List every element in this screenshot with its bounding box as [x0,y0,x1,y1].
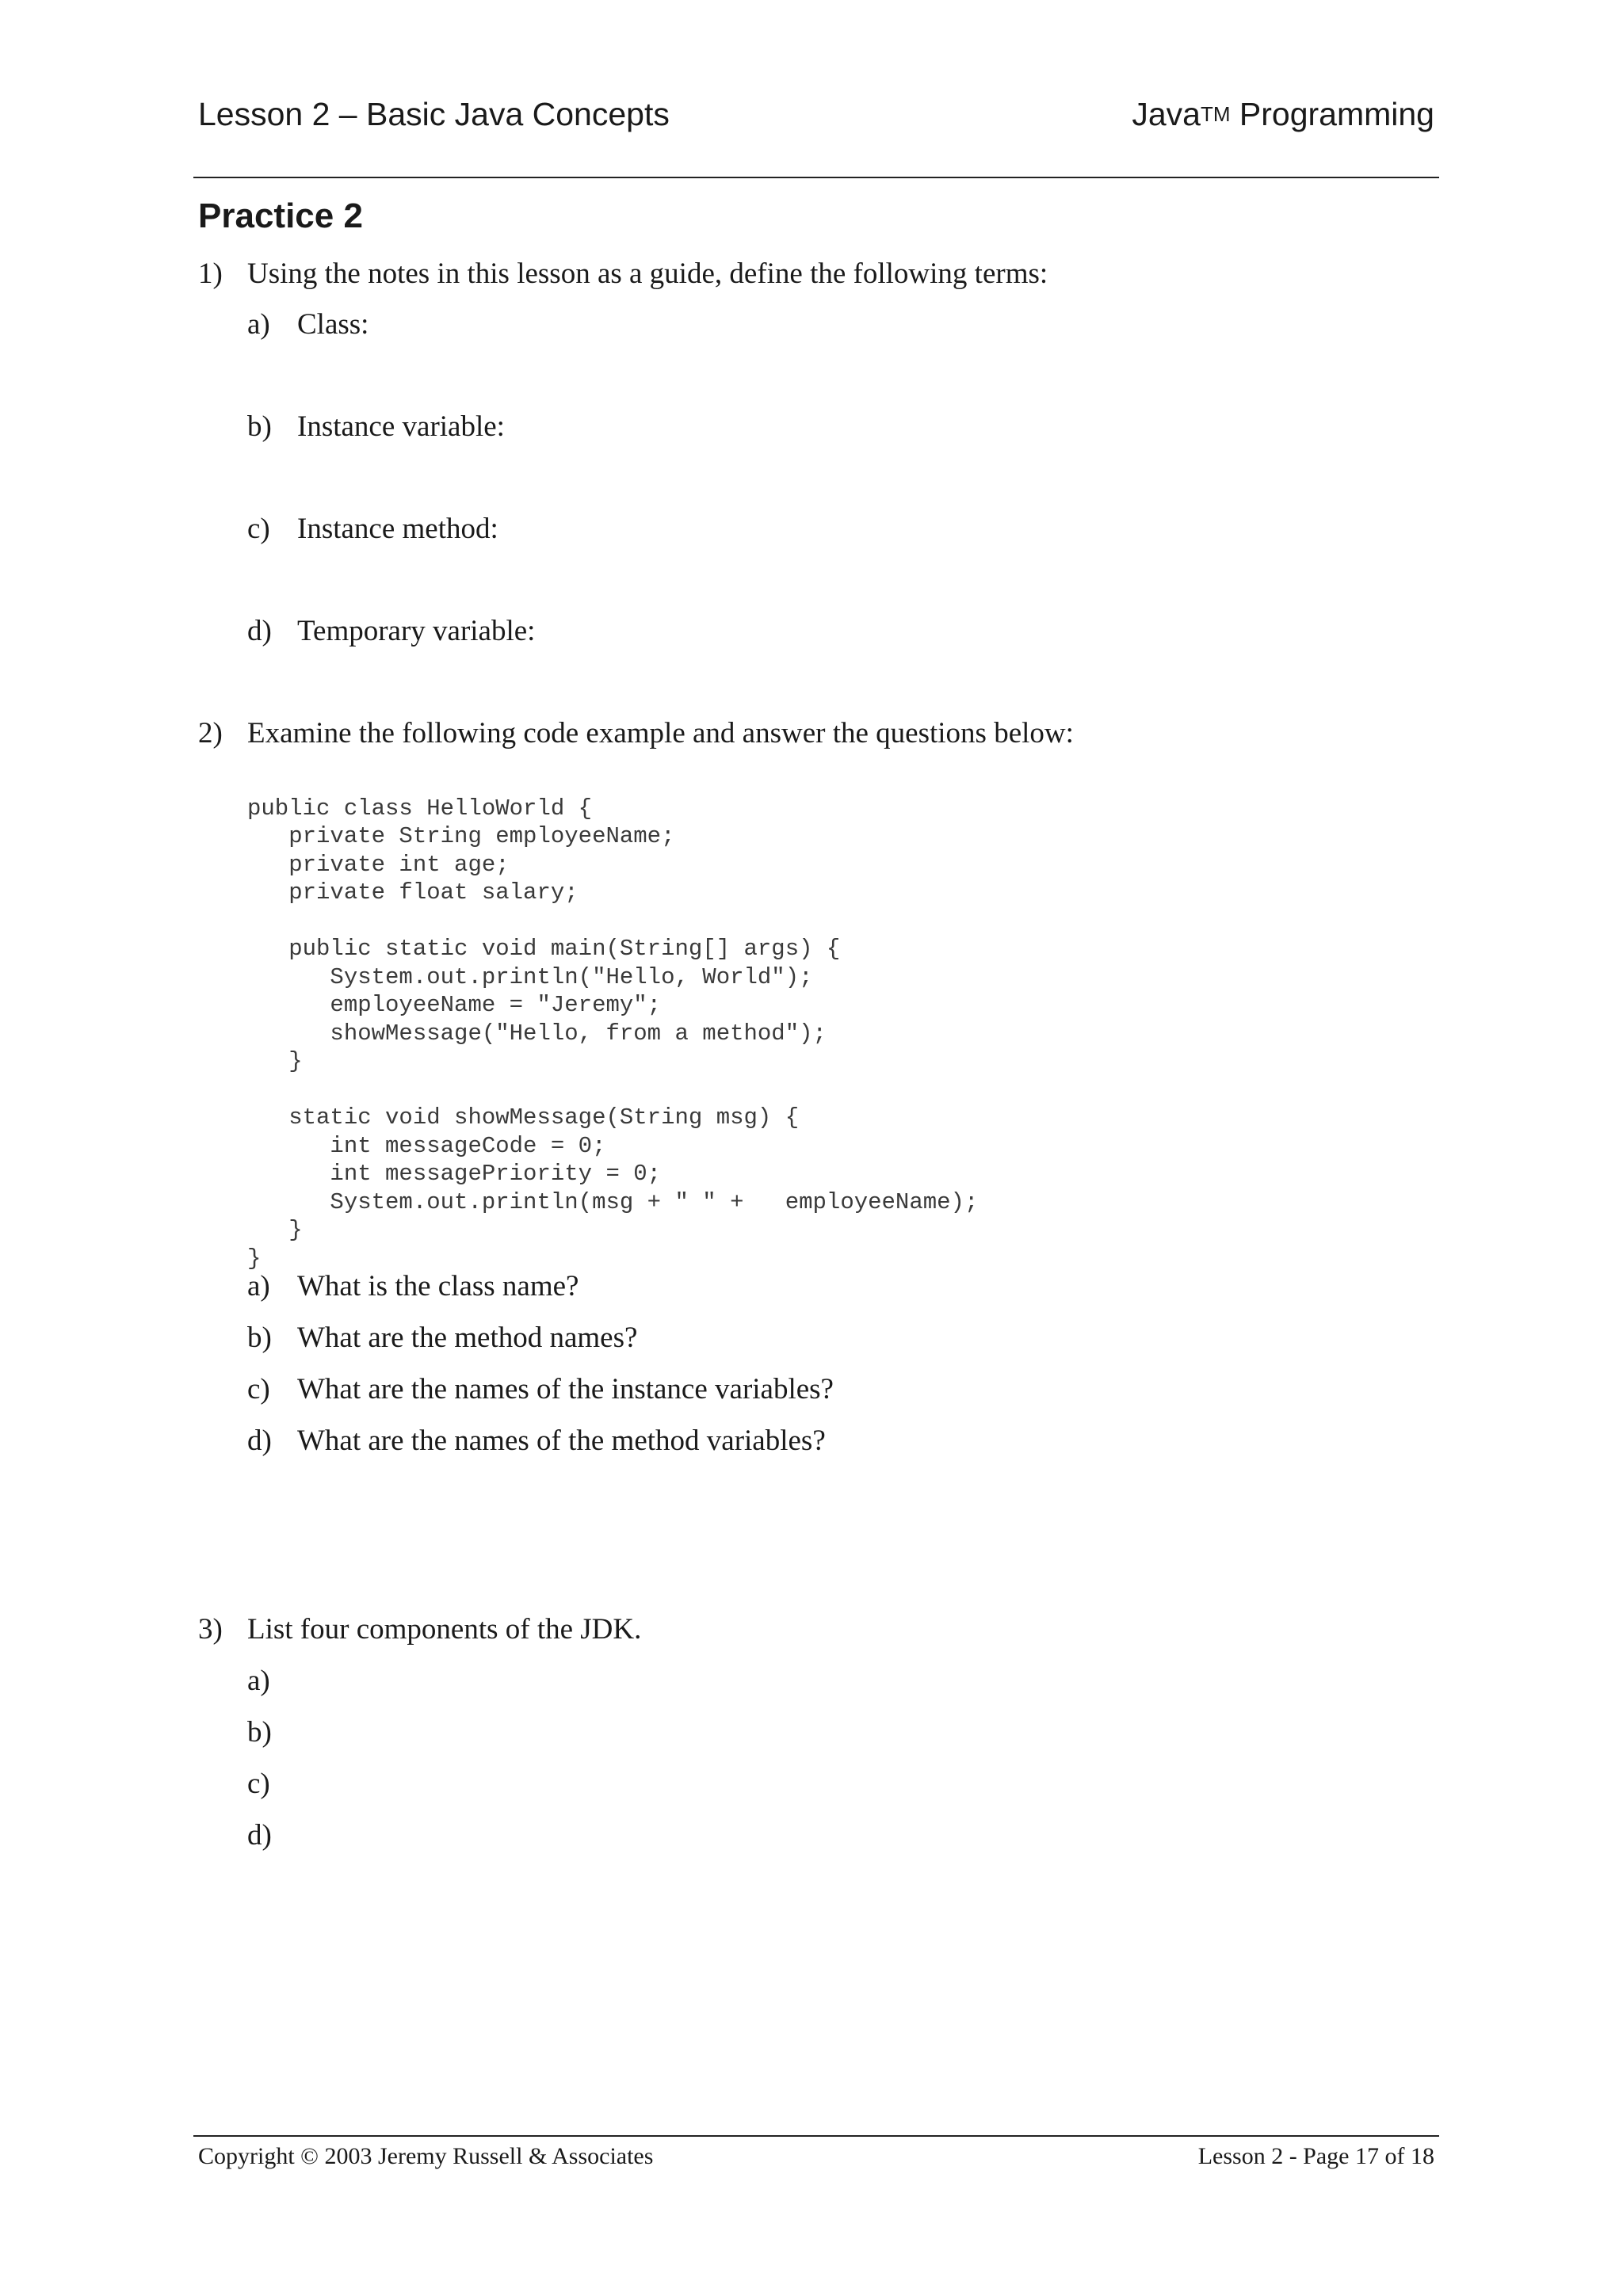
q2-item-b-text: What are the method names? [297,1322,638,1354]
q3-item-d-label: d) [247,1819,272,1852]
q3-text: List four components of the JDK. [247,1613,642,1646]
q1-item-a-text: Class: [297,308,369,341]
code-line: static void showMessage(String msg) { [247,1104,800,1131]
q1-item-c-label: c) [247,513,270,545]
code-line: private float salary; [247,879,579,906]
footer-copyright: Copyright © 2003 Jeremy Russell & Associates [198,2143,654,2169]
q2-item-a-text: What is the class name? [297,1270,579,1302]
code-line [247,907,978,936]
code-line: public class HelloWorld { [247,795,593,822]
header-trademark: TM [1200,102,1231,126]
page-title: Practice 2 [198,196,363,235]
q3-item-c-label: c) [247,1768,270,1800]
q1-item-d-text: Temporary variable: [297,615,536,647]
code-line: private int age; [247,851,510,878]
q2-item-c-text: What are the names of the instance variables? [297,1373,834,1405]
code-line: } [247,1245,262,1272]
code-line: int messageCode = 0; [247,1132,606,1159]
code-block [247,766,978,1301]
q1-item-c-text: Instance method: [297,513,498,545]
q1-number: 1) [198,257,223,290]
q2-text: Examine the following code example and answer the questions below: [247,717,1074,749]
q2-item-c-label: c) [247,1373,270,1405]
q2-item-d-label: d) [247,1425,272,1457]
q3-item-a-label: a) [247,1665,270,1697]
q1-text: Using the notes in this lesson as a guide, define the following terms: [247,257,1048,290]
q2-item-d-text: What are the names of the method variables? [297,1425,826,1457]
q1-item-d-label: d) [247,615,272,647]
code-line: } [247,1048,303,1074]
q3-item-b-label: b) [247,1716,272,1749]
code-line [247,1076,978,1104]
code-line: public static void main(String[] args) { [247,936,841,962]
code-line: employeeName = "Jeremy"; [247,992,662,1018]
q2-item-b-label: b) [247,1322,272,1354]
code-line: System.out.println("Hello, World"); [247,963,813,990]
code-line: showMessage("Hello, from a method"); [247,1020,827,1047]
q1-item-b-label: b) [247,410,272,443]
q2-number: 2) [198,717,223,749]
header-course-title [1132,96,1434,133]
code-line: } [247,1217,303,1243]
code-line: private String employeeName; [247,823,675,849]
q1-item-b-text: Instance variable: [297,410,505,443]
q3-number: 3) [198,1613,223,1646]
footer-divider [193,2135,1439,2137]
code-line: System.out.println(msg + " " + employeeName); [247,1188,979,1215]
code-line: int messagePriority = 0; [247,1161,662,1187]
footer-page-number: Lesson 2 - Page 17 of 18 [1197,2143,1434,2169]
header-java: Java [1132,96,1201,132]
header-programming: Programming [1230,96,1434,132]
q2-item-a-label: a) [247,1270,270,1302]
q1-item-a-label: a) [247,308,270,341]
header-divider [193,177,1439,178]
header-lesson-title: Lesson 2 – Basic Java Concepts [198,96,670,132]
